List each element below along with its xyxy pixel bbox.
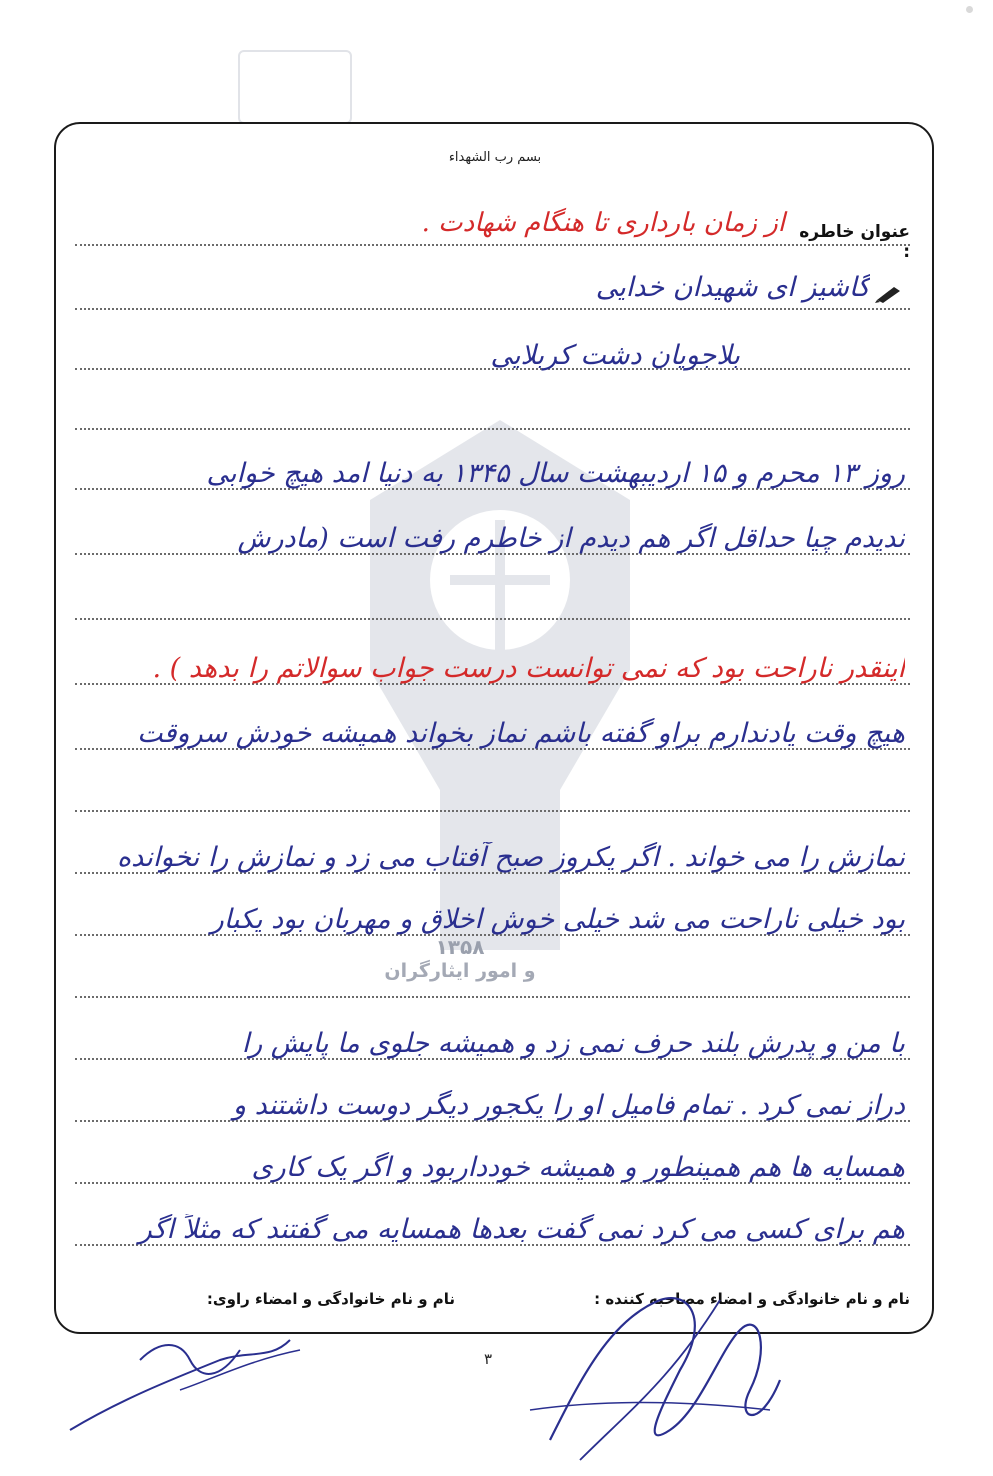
handwritten-line: همسایه ها هم همینطور و همیشه خودداربود و اگر یک کاری	[251, 1152, 905, 1183]
handwritten-line: با من و پدرش بلند حرف نمی زد و همیشه جلوی ما پایش را	[241, 1028, 905, 1059]
scan-mark	[966, 6, 973, 13]
narrator-signature	[60, 1320, 320, 1450]
handwritten-line: دراز نمی کرد . تمام فامیل او را یکجور دیگر دوست داشتند و	[233, 1090, 905, 1121]
handwritten-line: روز ۱۳ محرم و ۱۵ اردیبهشت سال ۱۳۴۵ به دنیا امد هیچ خوابی	[206, 458, 905, 489]
watermark-caption: و امور ایثارگران	[384, 960, 536, 982]
memory-title-value: از زمان بارداری تا هنگام شهادت .	[421, 208, 785, 238]
handwritten-line: هم برای کسی می کرد نمی گفت بعدها همسایه می گفتند که مثلاً اگر	[138, 1214, 905, 1245]
pen-icon	[874, 282, 904, 304]
ruled-line	[75, 996, 910, 998]
faint-stamp	[238, 50, 352, 124]
ruled-line	[75, 810, 910, 812]
narrator-signature-label: نام و نام خانوادگی و امضاء راوی:	[206, 1290, 455, 1308]
handwritten-line: بلاجویان دشت کربلایی	[490, 340, 740, 371]
watermark-emblem-icon	[330, 410, 670, 970]
handwritten-line: هیچ وقت یادندارم براو گفته باشم نماز بخواند همیشه خودش سروقت	[137, 718, 905, 749]
ruled-line	[75, 428, 910, 430]
handwritten-line: بود خیلی ناراحت می شد خیلی خوش اخلاق و مهربان بود یکبار	[210, 904, 905, 935]
ruled-line	[75, 308, 910, 310]
handwritten-line: گاشیز ای شهیدان خدایی	[595, 272, 870, 303]
handwritten-line: نمازش را می خواند . اگر یکروز صبح آفتاب می زد و نمازش را نخوانده	[117, 842, 905, 873]
handwritten-line: ندیدم چیا حداقل اگر هم دیدم از خاطرم رفت است (مادرش	[237, 523, 905, 554]
ruled-line	[75, 244, 910, 246]
basmala-header: بسم رب الشهداء	[448, 150, 542, 165]
watermark-year: ۱۳۵۸	[435, 935, 485, 959]
memory-title-label: عنوان خاطره :	[799, 222, 910, 262]
interviewer-signature-label: نام و نام خانوادگی و امضاء مصاحبه کننده :	[594, 1290, 910, 1308]
interviewer-signature	[520, 1260, 820, 1470]
handwritten-line: اینقدر ناراحت بود که نمی توانست درست جواب سوالاتم را بدهد ) .	[152, 653, 905, 684]
page-number: ۳	[484, 1350, 493, 1368]
ruled-line	[75, 618, 910, 620]
